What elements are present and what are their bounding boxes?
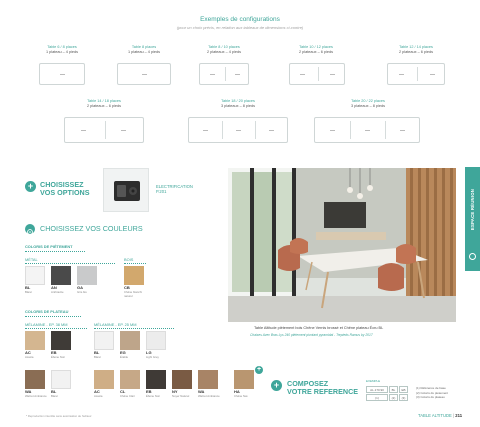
table-diagram bbox=[117, 63, 171, 85]
meeting-room-illustration bbox=[228, 168, 456, 322]
side-tab-label: ESPACE RÉUNION bbox=[470, 188, 475, 231]
photo-caption-detail: Chaises Avec Bras Lys 240 piètement pivotant pyramidal - Trepieds Ramus by 2017 bbox=[250, 333, 373, 337]
table-diagram bbox=[188, 117, 288, 143]
bois-title: BOIS bbox=[124, 257, 134, 262]
swatch-color bbox=[25, 370, 45, 389]
config-label: Table 6 / 8 places 1 plateau – 4 pieds bbox=[45, 45, 79, 54]
swatch-ny[interactable]: NY Noyer Naturel bbox=[172, 370, 192, 398]
palette-icon bbox=[25, 224, 35, 234]
swatch-metal-bl[interactable]: BL Blanc bbox=[25, 266, 45, 294]
config-label: Table 18 / 20 places 3 plateaux – 8 pieds bbox=[221, 99, 255, 108]
swatch-color bbox=[120, 370, 140, 389]
plus-icon: + bbox=[256, 366, 262, 373]
swatch-color bbox=[94, 331, 114, 350]
swatch-color bbox=[172, 370, 192, 389]
code-legend: (1) Référence de base (2) Coloris du piétement (3) Coloris du plateau bbox=[416, 386, 449, 399]
swatch-color bbox=[25, 331, 45, 350]
photo-caption: Table Altitude piètement bois Chêne Vernis brossé et Chêne plateau Écru BL bbox=[254, 326, 384, 330]
swatch-color bbox=[25, 266, 45, 285]
swatch-color bbox=[198, 370, 218, 389]
table-diagram bbox=[289, 63, 345, 85]
plus-icon: + bbox=[271, 380, 282, 391]
meeting-room-photo bbox=[228, 168, 456, 322]
swatch-wa[interactable]: WA Walnut Ambiance bbox=[25, 370, 47, 398]
table-diagram bbox=[387, 63, 445, 85]
swatch-color bbox=[146, 370, 166, 389]
swatch-color bbox=[51, 266, 71, 285]
divider bbox=[25, 263, 115, 264]
metal-title: MÉTAL bbox=[25, 257, 38, 262]
swatch-color bbox=[146, 331, 166, 350]
swatch-color bbox=[124, 266, 144, 285]
swatch-ha[interactable]: HA Chêne Nat. bbox=[234, 370, 254, 398]
swatch-color bbox=[51, 331, 71, 350]
code-box: (1) bbox=[366, 394, 388, 401]
footer-note: * Reproduction interdite sans autorisation de l'éditeur bbox=[26, 414, 92, 418]
config-label: Table 20 / 22 places 3 plateaux – 8 pieds bbox=[351, 99, 385, 108]
compose-title: COMPOSEZ VOTRE REFERENCE bbox=[287, 379, 359, 396]
electrification-label: ELECTRIFICATION P.201 bbox=[156, 184, 193, 194]
pietement-title: COLORIS DE PIÉTEMENT bbox=[25, 244, 73, 249]
swatch-ac[interactable]: AC Acacia bbox=[94, 370, 114, 398]
plateau-title: COLORIS DE PLATEAU bbox=[25, 309, 69, 314]
swatch-color bbox=[120, 331, 140, 350]
table-diagram bbox=[199, 63, 249, 85]
config-label: Table 14 / 18 places 2 plateaux – 6 pieds bbox=[87, 99, 121, 108]
people-icon bbox=[469, 253, 476, 260]
swatch-mel25-eg[interactable]: EG Érable bbox=[120, 331, 140, 359]
swatch-cl[interactable]: CL Chêne Clair bbox=[120, 370, 140, 398]
table-diagram bbox=[64, 117, 144, 143]
swatch-mel38-eb[interactable]: EB Ébène Noir bbox=[51, 331, 71, 359]
page-title: Exemples de configurations bbox=[200, 16, 280, 23]
config-label: Table 12 / 14 places 2 plateaux – 6 pieds bbox=[399, 45, 433, 54]
config-label: Table 8 places 1 plateau – 4 pieds bbox=[127, 45, 161, 54]
swatch-color bbox=[77, 266, 97, 285]
divider bbox=[124, 263, 146, 264]
swatch-color bbox=[94, 370, 114, 389]
config-label: Table 8 / 10 places 2 plateaux – 4 pieds bbox=[207, 45, 241, 54]
swatch-metal-ga[interactable]: GA Gris Alu bbox=[77, 266, 97, 294]
power-outlet-icon bbox=[104, 169, 150, 213]
plus-icon: + bbox=[25, 181, 36, 192]
example-label: EXEMPLE bbox=[366, 379, 381, 383]
swatch-wa2[interactable]: WA Walnut Ambiance bbox=[198, 370, 220, 398]
config-label: Table 10 / 12 places 2 plateaux – 6 pieds bbox=[299, 45, 333, 54]
code-box: (3) bbox=[399, 394, 408, 401]
page-subtitle: (pour un choix précis, en relation aux tableaux de dimensions ci-contre) bbox=[176, 25, 304, 30]
code-box: (2) bbox=[389, 394, 398, 401]
divider bbox=[94, 328, 174, 329]
colors-title: CHOISISSEZ VOS COULEURS bbox=[40, 224, 143, 233]
swatch-bl[interactable]: BL Blanc bbox=[51, 370, 71, 398]
swatch-mel25-lg[interactable]: LG Light Grey bbox=[146, 331, 166, 359]
swatch-metal-an[interactable]: AN Anthracite bbox=[51, 266, 71, 294]
swatch-mel38-ac[interactable]: AC Acacia bbox=[25, 331, 45, 359]
swatch-eb[interactable]: EB Ébène Noir bbox=[146, 370, 166, 398]
mel38-title: MÉLAMINE - EP. 38 MM bbox=[25, 322, 68, 327]
side-tab-label-wrap bbox=[465, 167, 480, 271]
swatch-bois-cb[interactable]: CB Chêne blanchi naturel bbox=[124, 266, 150, 298]
code-box: BL bbox=[389, 386, 398, 393]
swatch-mel25-bl[interactable]: BL Blanc bbox=[94, 331, 114, 359]
electrification-image bbox=[103, 168, 149, 212]
table-diagram bbox=[314, 117, 420, 143]
page-footer: TABLE ALTITUDE | 211 bbox=[418, 413, 463, 418]
swatch-color bbox=[51, 370, 71, 389]
code-box: AL.170.90 bbox=[366, 386, 388, 393]
divider bbox=[25, 328, 87, 329]
table-diagram bbox=[39, 63, 85, 85]
divider bbox=[25, 251, 85, 252]
mel25-title: MÉLAMINE - EP. 25 MM bbox=[94, 322, 137, 327]
divider bbox=[25, 316, 81, 317]
swatch-color bbox=[234, 370, 254, 389]
options-title: CHOISISSEZ VOS OPTIONS bbox=[40, 180, 90, 197]
code-box: EB bbox=[399, 386, 408, 393]
